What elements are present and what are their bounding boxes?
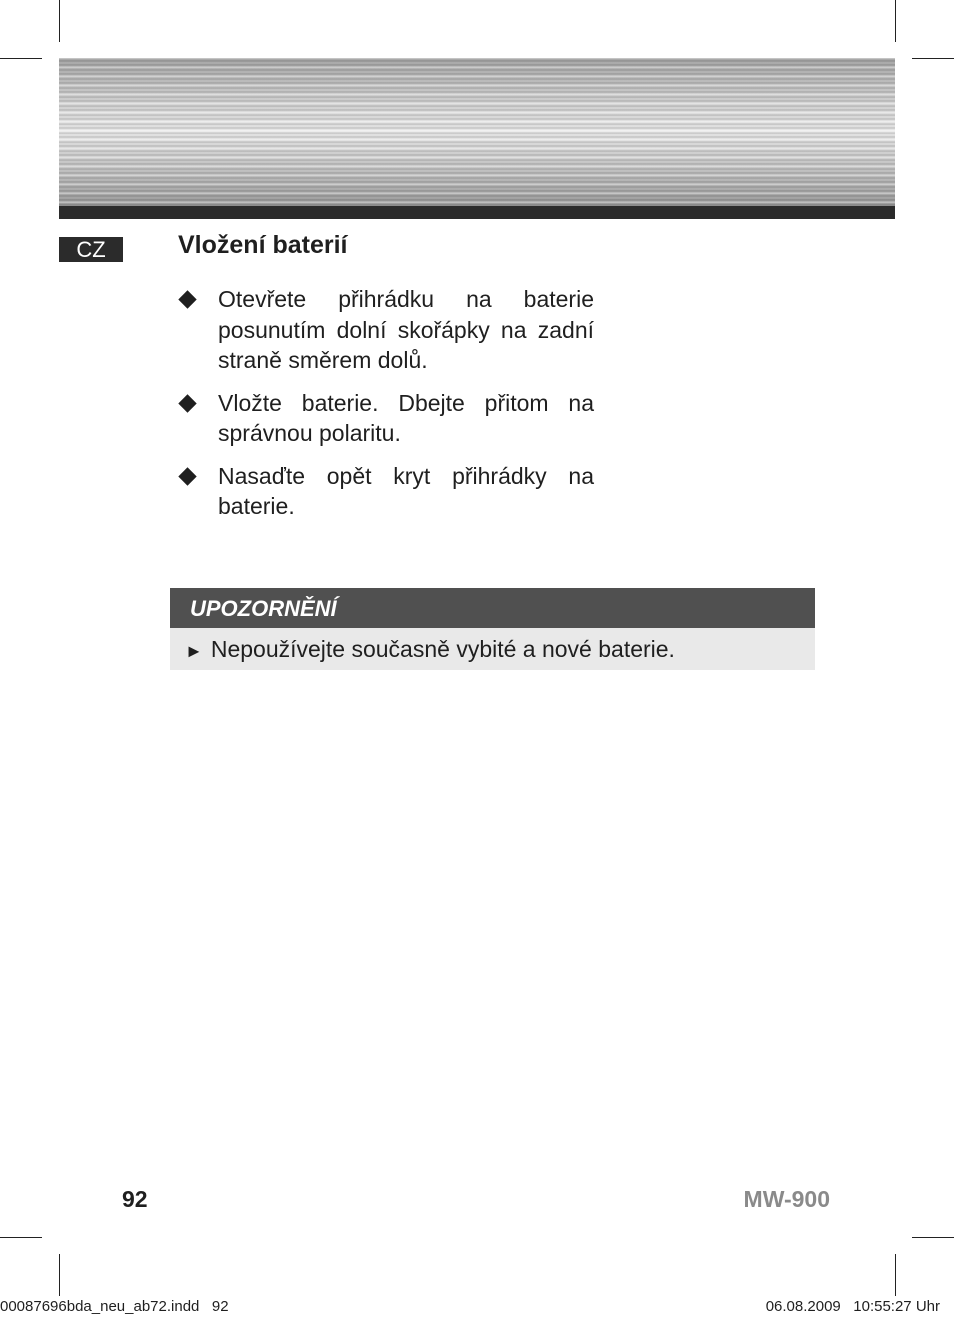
warning-body [170,628,815,670]
diamond-bullet-icon [178,290,196,308]
crop-mark [59,0,60,42]
list-item [178,284,594,376]
crop-mark [0,58,42,59]
arrow-right-icon: ► [185,641,203,661]
list-item [178,461,594,522]
list-item-text: Otevřete přihrádku na baterie posunutím dolní skořápky na zadní straně směrem dolů. [218,286,594,373]
diamond-bullet-icon [178,394,196,412]
page-number: 92 [122,1186,148,1212]
warning-text: Nepoužívejte současně vybité a nové baterie. [210,636,675,662]
list-item [178,388,594,449]
language-badge: CZ [59,237,123,262]
crop-mark [912,1237,954,1238]
instruction-list [178,284,594,534]
model-name: MW-900 [743,1186,830,1212]
crop-mark [0,1237,42,1238]
crop-mark [895,1254,896,1296]
warning-heading: UPOZORNĚNÍ [170,588,815,628]
list-item-text: Nasaďte opět kryt přihrádky na baterie. [218,462,594,519]
header-divider [59,206,895,219]
crop-mark [895,0,896,42]
diamond-bullet-icon [178,467,196,485]
slug-timestamp: 06.08.2009 10:55:27 Uhr [765,1298,940,1315]
section-title: Vložení baterií [178,231,348,259]
slug-filename: 00087696bda_neu_ab72.indd 92 [0,1298,229,1315]
warning-box [170,588,815,670]
crop-mark [912,58,954,59]
header-banner [59,58,895,206]
list-item-text: Vložte baterie. Dbejte přitom na správnou polaritu. [218,389,594,446]
crop-mark [59,1254,60,1296]
